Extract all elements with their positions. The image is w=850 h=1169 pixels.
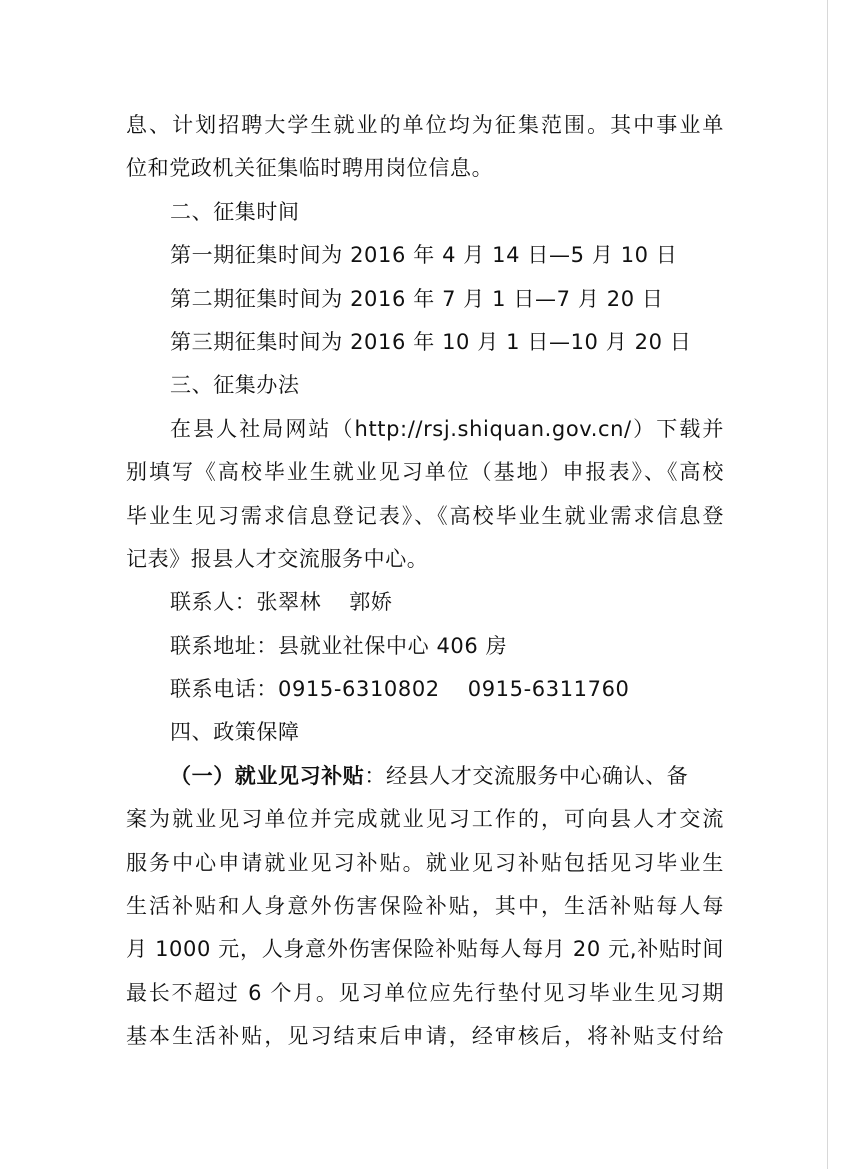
subsidy-first-line-text: ：经县人才交流服务中心确认、备 (364, 763, 689, 788)
contact-person-1: 张翠林 (256, 590, 322, 615)
contact-phone-label: 联系电话： (170, 677, 278, 702)
paragraph-line: 基本生活补贴，见习结束后申请，经审核后，将补贴支付给 (126, 1024, 724, 1049)
paragraph-line: 记表》报县人才交流服务中心。 (126, 546, 429, 571)
contact-person-2: 郭娇 (349, 590, 393, 615)
paragraph-line: 别填写《高校毕业生就业见习单位（基地）申报表》、《高校 (126, 460, 724, 485)
contact-phone-line (126, 668, 724, 711)
paragraph-line: 服务中心申请就业见习补贴。就业见习补贴包括见习毕业生 (126, 850, 724, 875)
contact-phone-1: 0915-6310802 (278, 677, 440, 702)
paragraph-line: 案为就业见习单位并完成就业见习工作的，可向县人才交流 (126, 807, 724, 832)
paragraph-line: 生活补贴和人身意外伤害保险补贴，其中，生活补贴每人每 (126, 894, 724, 919)
contact-person-line (126, 581, 724, 624)
contact-address-line: 联系地址：县就业社保中心 406 房 (170, 633, 508, 658)
paragraph-line: 在县人社局网站（http://rsj.shiquan.gov.cn/）下载并 (170, 416, 724, 441)
period-line: 第二期征集时间为 2016 年 7 月 1 日—7 月 20 日 (170, 286, 664, 311)
document-body (126, 104, 724, 1059)
paragraph-line: 息、计划招聘大学生就业的单位均为征集范围。其中事业单 (126, 113, 724, 137)
period-line: 第三期征集时间为 2016 年 10 月 1 日—10 月 20 日 (170, 329, 692, 354)
subsidy-heading: （一）就业见习补贴 (170, 763, 365, 788)
period-line: 第一期征集时间为 2016 年 4 月 14 日—5 月 10 日 (170, 243, 678, 268)
paragraph-line: 最长不超过 6 个月。见习单位应先行垫付见习毕业生见习期 (126, 980, 724, 1005)
section-heading: 三、征集办法 (170, 373, 300, 398)
contact-phone-2: 0915-6311760 (467, 677, 630, 702)
section-heading: 四、政策保障 (170, 720, 300, 745)
paragraph-line: 月 1000 元，人身意外伤害保险补贴每人每月 20 元,补贴时间 (126, 937, 724, 962)
section-heading: 二、征集时间 (170, 199, 300, 224)
subsidy-first-line (126, 755, 724, 798)
paragraph-line: 位和党政机关征集临时聘用岗位信息。 (126, 156, 494, 181)
contact-person-label: 联系人： (170, 590, 257, 615)
scan-edge (827, 0, 828, 1169)
paragraph-line: 毕业生见习需求信息登记表》、《高校毕业生就业需求信息登 (126, 503, 724, 528)
